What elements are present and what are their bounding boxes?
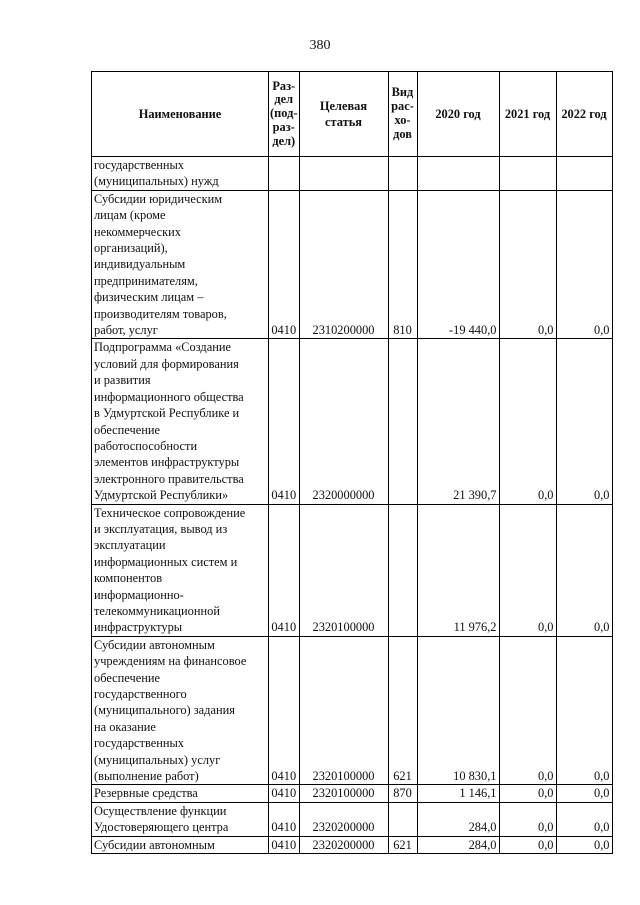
budget-table xyxy=(91,71,613,854)
cell-2020: -19 440,0 xyxy=(417,190,499,339)
cell-target: 2320100000 xyxy=(299,785,388,802)
cell-2020: 284,0 xyxy=(417,802,499,836)
cell-2020: 10 830,1 xyxy=(417,636,499,785)
cell-section: 0410 xyxy=(269,339,300,504)
cell-expense-type: 621 xyxy=(388,636,417,785)
cell-name: Подпрограмма «Создание условий для формирования и развития информационного общества в Удмуртской Республике и обеспечение работоспособности элементов инфраструктуры электронного правительства Удмуртской Республики» xyxy=(92,339,269,504)
header-target-article: Целевая статья xyxy=(299,72,388,157)
header-name: Наименование xyxy=(92,72,269,157)
cell-target: 2320000000 xyxy=(299,339,388,504)
cell-2022 xyxy=(556,157,612,191)
cell-name: Субсидии юридическим лицам (кроме некоммерческих организаций), индивидуальным предпринимателям, физическим лицам – производителям товаров, работ, услуг xyxy=(92,190,269,339)
cell-expense-type xyxy=(388,157,417,191)
cell-2020 xyxy=(417,157,499,191)
cell-name: Осуществление функции Удостоверяющего центра xyxy=(92,802,269,836)
cell-target: 2320100000 xyxy=(299,636,388,785)
header-year-2022: 2022 год xyxy=(556,72,612,157)
table-row xyxy=(92,339,613,504)
cell-target: 2310200000 xyxy=(299,190,388,339)
cell-section: 0410 xyxy=(269,836,300,853)
cell-section: 0410 xyxy=(269,504,300,636)
cell-target: 2320100000 xyxy=(299,504,388,636)
cell-2021: 0,0 xyxy=(499,836,556,853)
header-expense-type: Вид рас- хо- дов xyxy=(388,72,417,157)
cell-2021: 0,0 xyxy=(499,785,556,802)
cell-2022: 0,0 xyxy=(556,836,612,853)
cell-2021: 0,0 xyxy=(499,504,556,636)
table-body xyxy=(92,157,613,854)
cell-section xyxy=(269,157,300,191)
table-row xyxy=(92,190,613,339)
cell-expense-type xyxy=(388,504,417,636)
cell-2020: 21 390,7 xyxy=(417,339,499,504)
cell-section: 0410 xyxy=(269,190,300,339)
cell-section: 0410 xyxy=(269,636,300,785)
table-row xyxy=(92,785,613,802)
table-row xyxy=(92,504,613,636)
cell-expense-type: 621 xyxy=(388,836,417,853)
table-row xyxy=(92,836,613,853)
cell-2021: 0,0 xyxy=(499,802,556,836)
cell-2022: 0,0 xyxy=(556,802,612,836)
header-year-2021: 2021 год xyxy=(499,72,556,157)
cell-name: Техническое сопровождение и эксплуатация, вывод из эксплуатации информационных систем и компонентов информационно- телекоммуникационной инфраструктуры xyxy=(92,504,269,636)
cell-2022: 0,0 xyxy=(556,339,612,504)
table-row xyxy=(92,157,613,191)
cell-2021: 0,0 xyxy=(499,636,556,785)
cell-2022: 0,0 xyxy=(556,636,612,785)
cell-expense-type xyxy=(388,802,417,836)
cell-name: государственных (муниципальных) нужд xyxy=(92,157,269,191)
cell-name: Субсидии автономным учреждениям на финансовое обеспечение государственного (муниципального) задания на оказание государственных (муниципальных) услуг (выполнение работ) xyxy=(92,636,269,785)
cell-target: 2320200000 xyxy=(299,802,388,836)
cell-2022: 0,0 xyxy=(556,190,612,339)
header-section: Раз- дел (под- раз- дел) xyxy=(269,72,300,157)
cell-expense-type: 810 xyxy=(388,190,417,339)
cell-section: 0410 xyxy=(269,785,300,802)
cell-expense-type: 870 xyxy=(388,785,417,802)
page-number: 380 xyxy=(309,38,331,53)
cell-2022: 0,0 xyxy=(556,785,612,802)
header-year-2020: 2020 год xyxy=(417,72,499,157)
cell-target: 2320200000 xyxy=(299,836,388,853)
table-row xyxy=(92,802,613,836)
cell-2020: 1 146,1 xyxy=(417,785,499,802)
cell-2021: 0,0 xyxy=(499,190,556,339)
table-header-row xyxy=(92,72,613,157)
cell-2022: 0,0 xyxy=(556,504,612,636)
cell-2021: 0,0 xyxy=(499,339,556,504)
cell-name: Субсидии автономным xyxy=(92,836,269,853)
cell-target xyxy=(299,157,388,191)
cell-expense-type xyxy=(388,339,417,504)
cell-2020: 11 976,2 xyxy=(417,504,499,636)
cell-2021 xyxy=(499,157,556,191)
table-row xyxy=(92,636,613,785)
cell-name: Резервные средства xyxy=(92,785,269,802)
cell-section: 0410 xyxy=(269,802,300,836)
cell-2020: 284,0 xyxy=(417,836,499,853)
